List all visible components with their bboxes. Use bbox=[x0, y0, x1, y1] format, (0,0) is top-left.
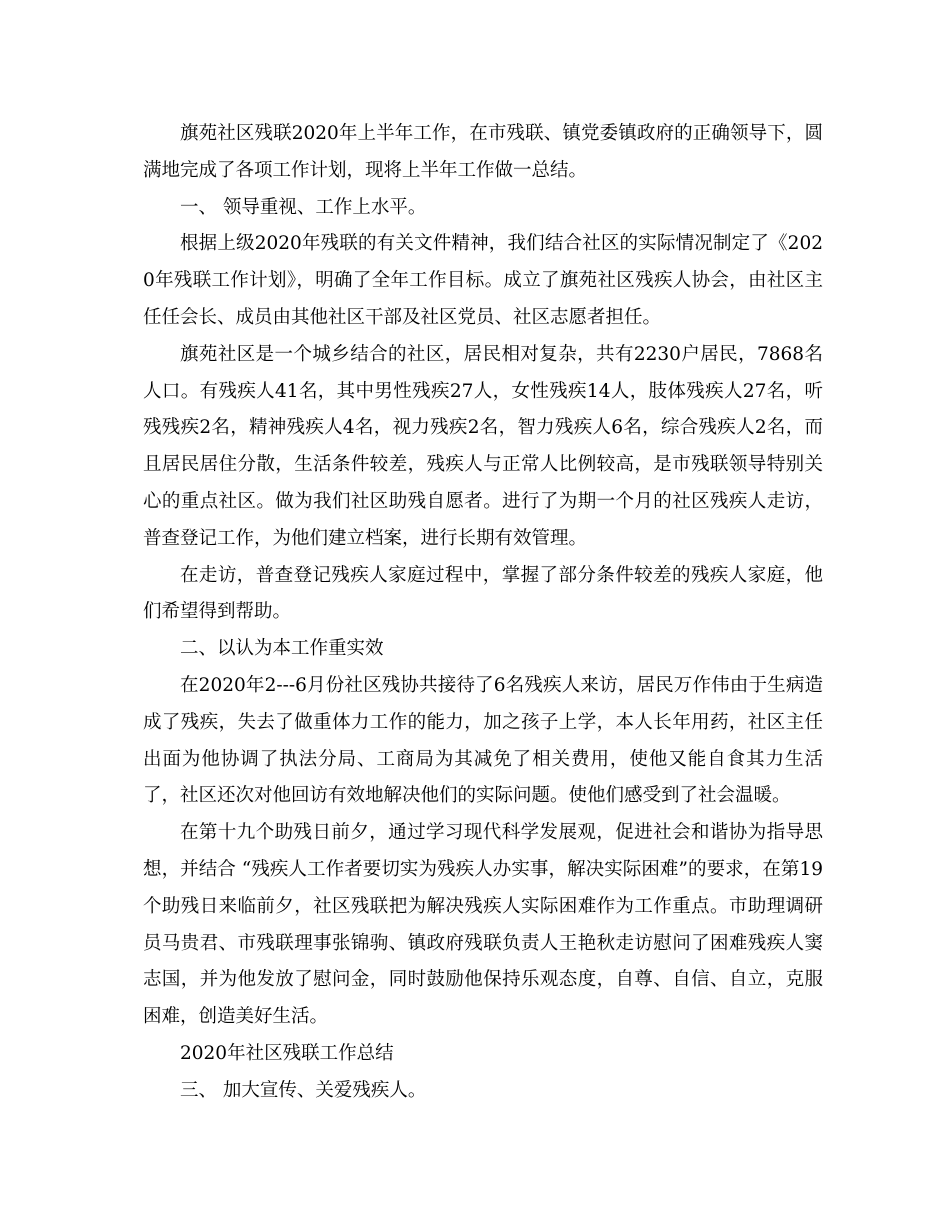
paragraph-intro: 旗苑社区残联2020年上半年工作，在市残联、镇党委镇政府的正确领导下，圆满地完成了各项工作计划，现将上半年工作做一总结。 bbox=[143, 123, 823, 181]
document-body bbox=[143, 116, 823, 1110]
paragraph-visits: 在走访，普查登记残疾人家庭过程中，掌握了部分条件较差的残疾人家庭，他们希望得到帮助。 bbox=[143, 564, 823, 623]
section-heading-3: 三、 加大宣传、关爱残疾人。 bbox=[180, 1079, 427, 1101]
paragraph-reception: 在2020年2---6月份社区残协共接待了6名残疾人来访，居民万作伟由于生病造成了残疾，失去了做重体力工作的能力，加之孩子上学，本人长年用药，社区主任出面为他协调了执法分局、工商局为其减免了相关费用，使他又能自食其力生活了，社区还次对他回访有效地解决他们的实际问题。使他们感受到了社会温暖。 bbox=[143, 674, 823, 807]
paragraph-assistance-day: 在第十九个助残日前夕，通过学习现代科学发展观，促进社会和谐协为指导思想，并结合 “残疾人工作者要切实为残疾人办实事，解决实际困难”的要求，在第19个助残日来临前夕，社区残联把为解决残疾人实际困难作为工作重点。市助理调研员马贵君、市残联理事张锦驹、镇政府残联负责人王艳秋走访慰问了困难残疾人窦志国，并为他发放了慰问金，同时鼓励他保持乐观态度，自尊、自信、自立，克服困难，创造美好生活。 bbox=[143, 822, 823, 1028]
paragraph-community-stats: 旗苑社区是一个城乡结合的社区，居民相对复杂，共有2230户居民，7868名人口。有残疾人41名，其中男性残疾27人，女性残疾14人，肢体残疾人27名，听残残疾2名，精神残疾人4名，视力残疾2名，智力残疾人6名，综合残疾人2名，而且居民居住分散，生活条件较差，残疾人与正常人比例较高，是市残联领导特别关心的重点社区。做为我们社区助残自愿者。进行了为期一个月的社区残疾人走访，普查登记工作，为他们建立档案，进行长期有效管理。 bbox=[143, 343, 823, 549]
section-heading-1: 一、 领导重视、工作上水平。 bbox=[180, 196, 427, 218]
section-heading-2: 二、以认为本工作重实效 bbox=[180, 638, 384, 660]
paragraph-subtitle: 2020年社区残联工作总结 bbox=[180, 1042, 394, 1064]
paragraph-plan: 根据上级2020年残联的有关文件精神，我们结合社区的实际情况制定了《2020年残联工作计划》，明确了全年工作目标。成立了旗苑社区残疾人协会，由社区主任任会长、成员由其他社区干部及社区党员、社区志愿者担任。 bbox=[143, 233, 823, 328]
